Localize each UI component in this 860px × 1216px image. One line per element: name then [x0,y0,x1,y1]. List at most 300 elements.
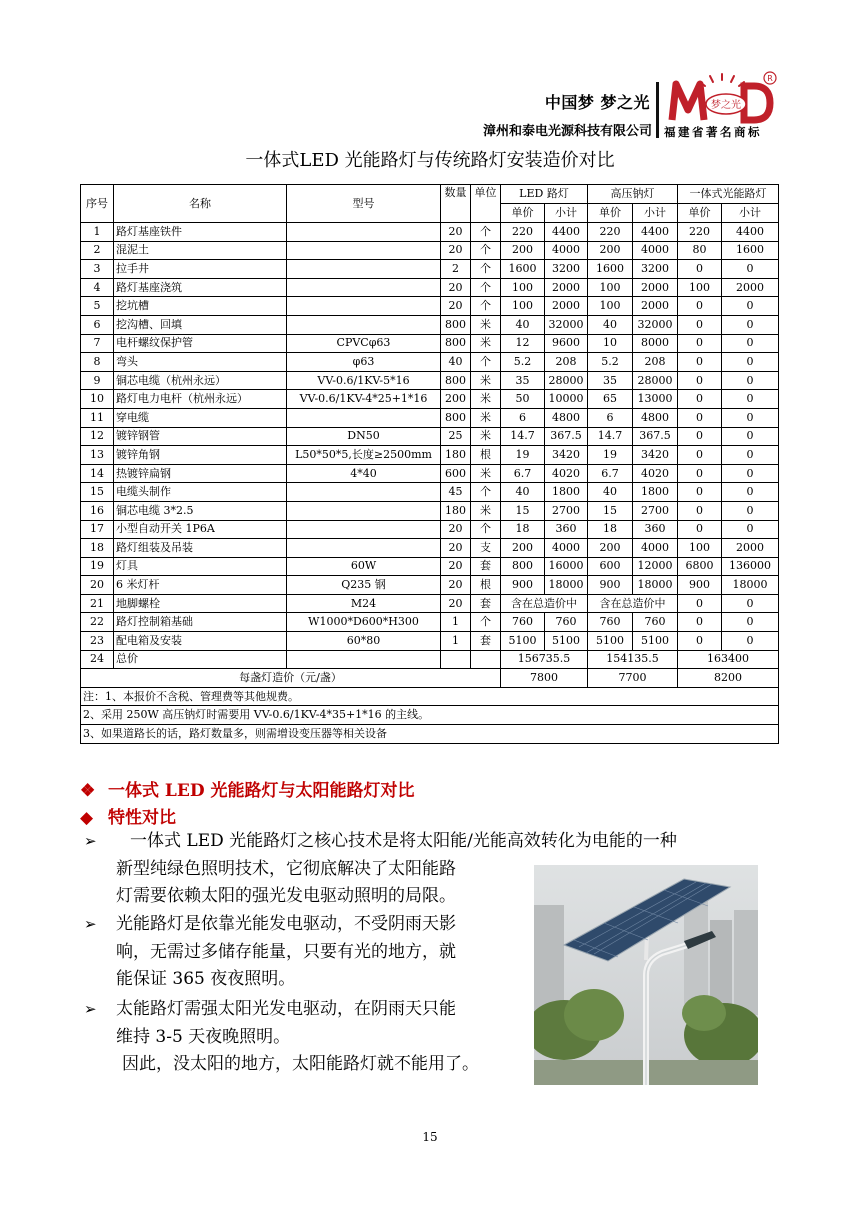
cell-price: 6.7 [501,464,545,483]
cell-no: 9 [81,371,114,390]
total-solar: 163400 [678,650,779,669]
cell-unit: 根 [471,576,501,595]
cell-price: 0 [678,260,722,279]
header-name: 名称 [114,185,287,223]
cell-model [287,408,441,427]
cell-name: 镀锌钢管 [114,427,287,446]
cell-name: 小型自动开关 1P6A [114,520,287,539]
solar-street-lamp-photo [534,865,758,1085]
cell-price: 2000 [545,278,588,297]
header-solar: 一体式光能路灯 [678,185,779,204]
cell-model [287,483,441,502]
cell-name: 6 米灯杆 [114,576,287,595]
cell-unit: 个 [471,278,501,297]
cell-price: 18000 [722,576,779,595]
cell-price: 18000 [633,576,678,595]
cell-price: 0 [678,390,722,409]
cell-price: 0 [678,594,722,613]
p3-line1: 太能路灯需强太阳光发电驱动，在阴雨天只能 [116,999,456,1019]
cell-name: 路灯电力电杆（杭州永远） [114,390,287,409]
cell-price: 18 [501,520,545,539]
cell-price: 14.7 [588,427,633,446]
cell-price: 28000 [633,371,678,390]
cell-price: 200 [588,241,633,260]
cell-qty: 200 [441,390,471,409]
cell-price: 6800 [678,557,722,576]
cell-price: 1600 [722,241,779,260]
cell-name: 穿电缆 [114,408,287,427]
cell-no: 6 [81,315,114,334]
cell-price: 200 [501,539,545,558]
cell-qty: 20 [441,576,471,595]
table-total-row [81,650,779,669]
cell-unit: 套 [471,557,501,576]
cell-price: 900 [678,576,722,595]
cell-price: 28000 [545,371,588,390]
cell-price: 0 [722,464,779,483]
cell-price: 0 [678,315,722,334]
table-header-row [81,185,779,204]
cell-price: 9600 [545,334,588,353]
cell-no: 19 [81,557,114,576]
cell-included-led: 含在总造价中 [501,594,588,613]
table-row [81,427,779,446]
diamond-icon: ◆ [80,808,94,828]
cell-price: 4800 [633,408,678,427]
cell-price: 2000 [545,297,588,316]
header-led: LED 路灯 [501,185,588,204]
cell-price: 760 [501,613,545,632]
logo-mark-icon [666,70,778,126]
cell-price: 2000 [722,278,779,297]
cell-price: 5.2 [588,353,633,372]
table-row [81,501,779,520]
cell-price: 35 [501,371,545,390]
cell-model: L50*50*5,长度≥2500mm [287,446,441,465]
cell-qty: 800 [441,371,471,390]
cell-price: 0 [678,632,722,651]
cell-no: 21 [81,594,114,613]
cell-price: 18 [588,520,633,539]
cell-price: 0 [722,371,779,390]
table-row [81,371,779,390]
cell-price: 900 [501,576,545,595]
table-row [81,576,779,595]
cell-no: 17 [81,520,114,539]
cell-name: 拉手井 [114,260,287,279]
logo-inner-text: 梦之光 [711,100,741,111]
cell-price: 0 [678,613,722,632]
cell-qty: 20 [441,594,471,613]
p1-line1: 一体式 LED 光能路灯之核心技术是将太阳能/光能高效转化为电能的一种 [130,831,677,851]
cell-no: 16 [81,501,114,520]
cell-model [287,501,441,520]
cell-qty: 20 [441,223,471,242]
cell-price: 10 [588,334,633,353]
cell-price: 0 [678,371,722,390]
cell-unit: 套 [471,594,501,613]
cell-price: 35 [588,371,633,390]
cell-no: 15 [81,483,114,502]
cell-unit: 米 [471,371,501,390]
cell-price: 19 [501,446,545,465]
cell-empty [471,650,501,669]
cell-model: 60W [287,557,441,576]
cell-price: 4400 [722,223,779,242]
cell-unit: 米 [471,390,501,409]
cell-model: W1000*D600*H300 [287,613,441,632]
cell-unit: 个 [471,297,501,316]
cell-unit: 个 [471,223,501,242]
cell-no: 3 [81,260,114,279]
table-row [81,390,779,409]
cell-price: 760 [588,613,633,632]
table-note-row [81,725,779,744]
cell-price: 2000 [722,539,779,558]
header-slogan: 中国梦 梦之光 [544,93,650,112]
cell-price: 3420 [545,446,588,465]
cell-no: 20 [81,576,114,595]
cell-model: M24 [287,594,441,613]
cell-qty: 800 [441,315,471,334]
cell-name: 热镀锌扁钢 [114,464,287,483]
cell-price: 4000 [545,539,588,558]
cell-price: 0 [722,520,779,539]
cell-price: 2000 [633,278,678,297]
cell-price: 220 [678,223,722,242]
subheader-led-price: 单价 [501,204,545,223]
header-model: 型号 [287,185,441,223]
cell-price: 18000 [545,576,588,595]
table-note: 3、如果道路长的话，路灯数量多，则需增设变压器等相关设备 [81,725,779,744]
cell-no: 23 [81,632,114,651]
p1-line2: 新型纯绿色照明技术，它彻底解决了太阳能路 [116,858,456,879]
cell-price: 900 [588,576,633,595]
cell-name: 铜芯电缆（杭州永远） [114,371,287,390]
cell-price: 220 [588,223,633,242]
cell-price: 0 [722,408,779,427]
cell-price: 40 [501,315,545,334]
cell-price: 4400 [545,223,588,242]
cell-price: 5100 [588,632,633,651]
cell-name: 配电箱及安装 [114,632,287,651]
table-row [81,613,779,632]
cell-price: 0 [678,334,722,353]
cell-price: 4020 [633,464,678,483]
cell-name: 电缆头制作 [114,483,287,502]
cell-price: 100 [501,297,545,316]
cell-price: 0 [722,334,779,353]
per-lamp-led: 7800 [501,669,588,688]
cell-price: 200 [501,241,545,260]
cell-price: 40 [501,483,545,502]
cell-price: 0 [678,353,722,372]
cell-unit: 根 [471,446,501,465]
p1-line3: 灯需要依赖太阳的强光发电驱动照明的局限。 [116,886,456,906]
cell-price: 13000 [633,390,678,409]
subheader-hps-price: 单价 [588,204,633,223]
cell-model: VV-0.6/1KV-5*16 [287,371,441,390]
cell-qty: 20 [441,241,471,260]
table-row [81,353,779,372]
cell-qty: 1 [441,632,471,651]
p2-line3: 能保证 365 夜夜照明。 [116,969,296,989]
cell-unit: 个 [471,613,501,632]
cell-price: 50 [501,390,545,409]
cell-price: 3200 [545,260,588,279]
cell-price: 0 [678,483,722,502]
cell-price: 5100 [501,632,545,651]
cell-no: 7 [81,334,114,353]
cell-price: 65 [588,390,633,409]
total-label: 总价 [114,650,287,669]
cell-model: 60*80 [287,632,441,651]
cell-unit: 个 [471,520,501,539]
cell-price: 0 [722,594,779,613]
cell-price: 14.7 [501,427,545,446]
subheader-solar-price: 单价 [678,204,722,223]
cell-model [287,223,441,242]
cell-price: 12000 [633,557,678,576]
cell-name: 镀锌角钢 [114,446,287,465]
cell-no: 10 [81,390,114,409]
cell-no: 18 [81,539,114,558]
cell-price: 100 [501,278,545,297]
cell-price: 6.7 [588,464,633,483]
table-per-lamp-row [81,669,779,688]
cell-name: 路灯基座铁件 [114,223,287,242]
header-hps: 高压钠灯 [588,185,678,204]
per-lamp-hps: 7700 [588,669,678,688]
cell-unit: 米 [471,334,501,353]
cell-price: 360 [633,520,678,539]
cell-name: 电杆螺纹保护管 [114,334,287,353]
cell-price: 1800 [545,483,588,502]
cell-price: 0 [722,353,779,372]
cell-price: 136000 [722,557,779,576]
table-row [81,223,779,242]
section-subheading-text: 特性对比 [108,808,176,828]
cell-price: 32000 [545,315,588,334]
cell-unit: 米 [471,315,501,334]
cell-price: 80 [678,241,722,260]
cell-unit: 米 [471,464,501,483]
cell-unit: 个 [471,260,501,279]
table-row [81,278,779,297]
cell-name: 灯具 [114,557,287,576]
table-note-row [81,687,779,706]
cell-no: 4 [81,278,114,297]
cell-name: 路灯基座浇筑 [114,278,287,297]
p2-line2: 响，无需过多储存能量，只要有光的地方，就 [116,941,456,962]
cell-model [287,315,441,334]
cell-price: 5100 [633,632,678,651]
cell-price: 4400 [633,223,678,242]
cell-price: 208 [545,353,588,372]
cell-qty: 1 [441,613,471,632]
table-row [81,594,779,613]
cell-price: 600 [588,557,633,576]
table-row [81,446,779,465]
cell-price: 0 [722,427,779,446]
cell-price: 15 [588,501,633,520]
cell-model [287,297,441,316]
cell-price: 0 [722,315,779,334]
cell-price: 12 [501,334,545,353]
cell-name: 混泥土 [114,241,287,260]
total-hps: 154135.5 [588,650,678,669]
cell-price: 220 [501,223,545,242]
cell-price: 0 [678,464,722,483]
cell-price: 1800 [633,483,678,502]
cell-empty [287,650,441,669]
section-heading-features [80,803,176,828]
table-note-row [81,706,779,725]
cell-price: 5.2 [501,353,545,372]
cell-price: 1600 [588,260,633,279]
cell-price: 10000 [545,390,588,409]
p3-line2: 维持 3-5 天夜晚照明。 [116,1026,291,1047]
cell-unit: 米 [471,408,501,427]
cell-qty: 20 [441,278,471,297]
cell-name: 路灯组装及吊装 [114,539,287,558]
cell-price: 4000 [545,241,588,260]
document-title: 一体式LED 光能路灯与传统路灯安装造价对比 [245,150,615,171]
cell-price: 0 [722,613,779,632]
cell-no: 11 [81,408,114,427]
section-heading-text: 一体式 LED 光能路灯与太阳能路灯对比 [108,781,415,801]
cost-comparison-table [80,184,779,744]
cell-unit: 个 [471,353,501,372]
arrow-bullet-icon: ➢ [84,1000,97,1018]
brand-logo [666,70,778,126]
cell-no: 13 [81,446,114,465]
cell-price: 40 [588,315,633,334]
cell-qty: 2 [441,260,471,279]
cell-name: 弯头 [114,353,287,372]
cell-price: 200 [588,539,633,558]
cell-qty: 25 [441,427,471,446]
cell-unit: 米 [471,427,501,446]
cell-model: φ63 [287,353,441,372]
cell-empty [441,650,471,669]
cell-unit: 支 [471,539,501,558]
cell-price: 0 [722,297,779,316]
cell-price: 4800 [545,408,588,427]
arrow-bullet-icon: ➢ [84,832,97,850]
table-row [81,632,779,651]
cell-price: 16000 [545,557,588,576]
cell-price: 100 [588,278,633,297]
per-lamp-label: 每盏灯造价（元/盏） [81,669,501,688]
section-heading-comparison [80,776,415,801]
page-number: 15 [422,1130,438,1144]
cell-model [287,539,441,558]
cell-price: 760 [545,613,588,632]
table-row [81,408,779,427]
cell-price: 2700 [633,501,678,520]
cell-price: 0 [722,446,779,465]
cell-price: 5100 [545,632,588,651]
cell-no: 2 [81,241,114,260]
p2-line1: 光能路灯是依靠光能发电驱动，不受阴雨天影 [116,914,456,934]
cell-no: 24 [81,650,114,669]
table-row [81,334,779,353]
cell-model: DN50 [287,427,441,446]
table-note: 2、采用 250W 高压钠灯时需要用 VV-0.6/1KV-4*35+1*16 的主线。 [81,706,779,725]
table-row [81,297,779,316]
cell-no: 5 [81,297,114,316]
header-qty: 数量 [441,185,471,223]
header-unit: 单位 [471,185,501,223]
subheader-led-subtotal: 小计 [545,204,588,223]
p4-text: 因此，没太阳的地方，太阳能路灯就不能用了。 [122,1054,479,1074]
cell-price: 0 [678,427,722,446]
cell-qty: 180 [441,501,471,520]
cell-unit: 个 [471,241,501,260]
cell-price: 0 [678,408,722,427]
table-row [81,464,779,483]
cell-price: 4000 [633,539,678,558]
cell-price: 15 [501,501,545,520]
subheader-solar-subtotal: 小计 [722,204,779,223]
cell-name: 路灯控制箱基础 [114,613,287,632]
table-row [81,260,779,279]
cell-no: 22 [81,613,114,632]
cell-name: 挖坑槽 [114,297,287,316]
cell-no: 8 [81,353,114,372]
cell-price: 0 [722,483,779,502]
subheader-hps-subtotal: 小计 [633,204,678,223]
diamond-star-icon: ❖ [80,781,96,801]
cell-unit: 个 [471,483,501,502]
cell-unit: 套 [471,632,501,651]
table-row [81,557,779,576]
arrow-bullet-icon: ➢ [84,915,97,933]
cell-price: 0 [678,297,722,316]
cell-price: 208 [633,353,678,372]
cell-price: 800 [501,557,545,576]
cell-qty: 40 [441,353,471,372]
cell-price: 3200 [633,260,678,279]
cell-price: 6 [501,408,545,427]
cell-price: 32000 [633,315,678,334]
cell-qty: 20 [441,539,471,558]
cell-price: 2700 [545,501,588,520]
table-row [81,539,779,558]
cell-price: 0 [722,260,779,279]
logo-tagline: 福建省著名商标 [664,125,762,139]
per-lamp-solar: 8200 [678,669,779,688]
cell-price: 0 [678,520,722,539]
cell-price: 40 [588,483,633,502]
cell-price: 19 [588,446,633,465]
cell-no: 14 [81,464,114,483]
cell-price: 367.5 [545,427,588,446]
cell-no: 12 [81,427,114,446]
cell-model [287,241,441,260]
cell-price: 0 [678,501,722,520]
cell-qty: 20 [441,520,471,539]
cell-model [287,260,441,279]
table-row [81,315,779,334]
registered-mark: R [767,74,773,83]
cell-price: 3420 [633,446,678,465]
cell-qty: 45 [441,483,471,502]
cell-qty: 600 [441,464,471,483]
cell-price: 0 [722,632,779,651]
table-row [81,241,779,260]
